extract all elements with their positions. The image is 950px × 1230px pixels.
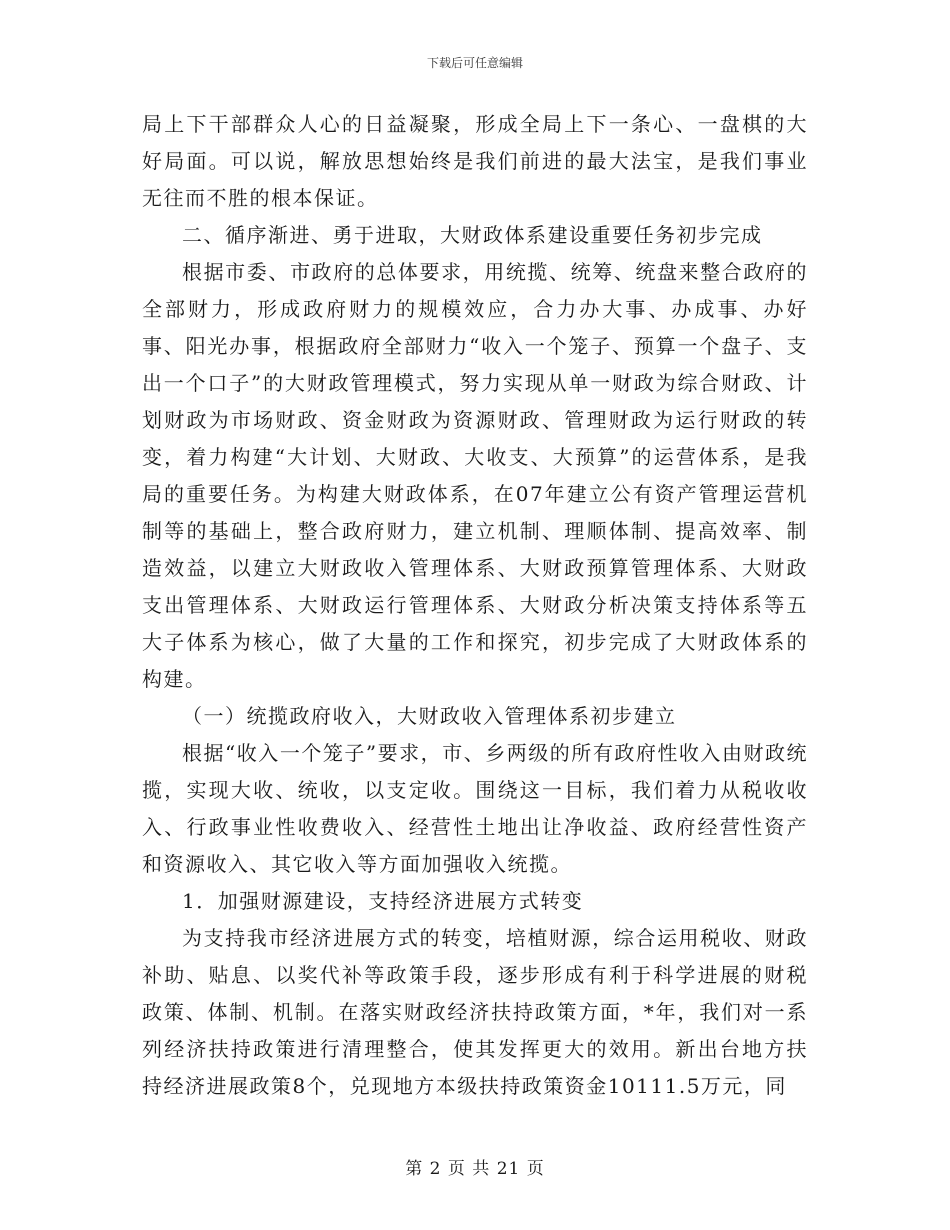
- paragraph-continuation: 局上下干部群众人心的日益凝聚，形成全局上下一条心、一盘棋的大好局面。可以说，解放思想始终是我们前进的最大法宝，是我们事业无往而不胜的根本保证。: [142, 112, 808, 210]
- paragraph-body: 根据“收入一个笼子”要求，市、乡两级的所有政府性收入由财政统揽，实现大收、统收，以支定收。围绕这一目标，我们着力从税收收入、行政事业性收费收入、经营性土地出让净收益、政府经营性资产和资源收入、其它收入等方面加强收入统揽。: [142, 741, 808, 876]
- page-header: 下载后可任意编辑: [426, 56, 523, 70]
- page-footer: 第 2 页 共 21 页: [405, 1159, 545, 1179]
- document-body: [142, 106, 808, 1105]
- subsection-heading-1: （一）统揽政府收入，大财政收入管理体系初步建立: [182, 704, 677, 728]
- paragraph-body: 为支持我市经济进展方式的转变，培植财源，综合运用税收、财政补助、贴息、以奖代补等政策手段，逐步形成有利于科学进展的财税政策、体制、机制。在落实财政经济扶持政策方面，*年，我们对一系列经济扶持政策进行清理整合，使其发挥更大的效用。新出台地方扶持经济进展政策8个，兑现地方本级扶持政策资金10111.5万元，同: [142, 926, 808, 1098]
- paragraph-body: 根据市委、市政府的总体要求，用统揽、统筹、统盘来整合政府的全部财力，形成政府财力的规模效应，合力办大事、办成事、办好事、阳光办事，根据政府全部财力“收入一个笼子、预算一个盘子、支出一个口子”的大财政管理模式，努力实现从单一财政为综合财政、计划财政为市场财政、资金财政为资源财政、管理财政为运行财政的转变，着力构建“大计划、大财政、大收支、大预算”的运营体系，是我局的重要任务。为构建大财政体系，在07年建立公有资产管理运营机制等的基础上，整合政府财力，建立机制、理顺体制、提高效率、制造效益，以建立大财政收入管理体系、大财政预算管理体系、大财政支出管理体系、大财政运行管理体系、大财政分析决策支持体系等五大子体系为核心，做了大量的工作和探究，初步完成了大财政体系的构建。: [142, 260, 808, 691]
- item-heading-1: 1．加强财源建设，支持经济进展方式转变: [182, 889, 584, 913]
- section-heading-2: 二、循序渐进、勇于进取，大财政体系建设重要任务初步完成: [182, 223, 763, 247]
